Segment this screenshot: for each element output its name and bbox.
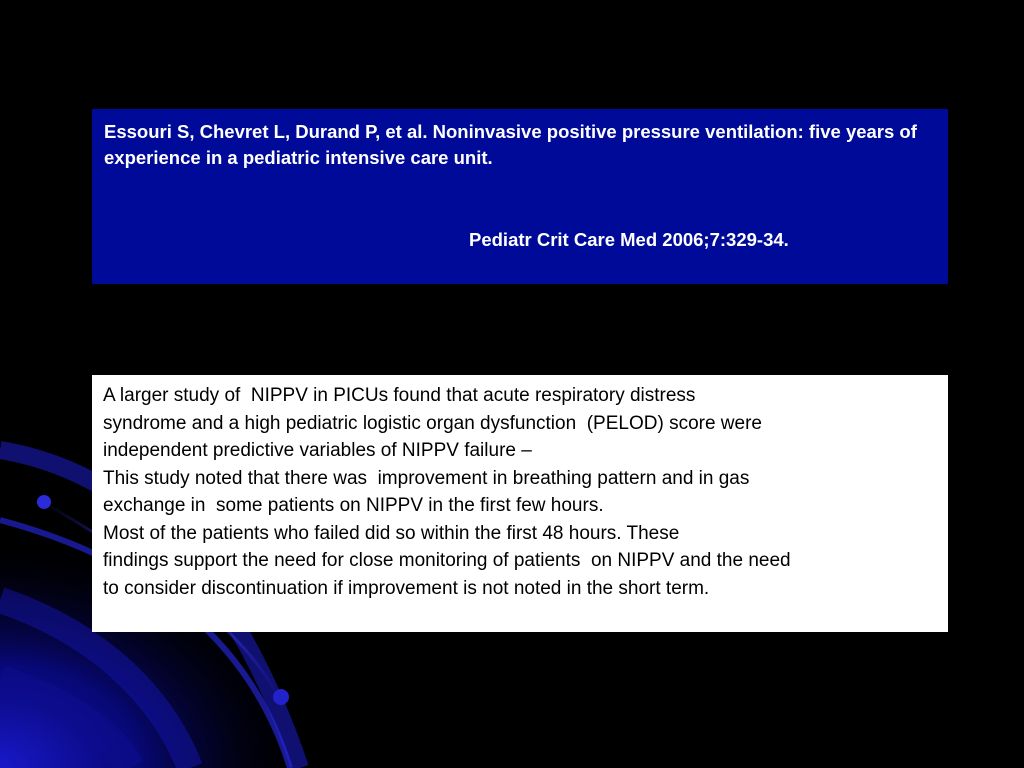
summary-box (92, 375, 948, 632)
summary-line: A larger study of NIPPV in PICUs found that acute respiratory distress (103, 385, 696, 406)
citation-journal: Pediatr Crit Care Med 2006;7:329-34. (469, 229, 789, 250)
summary-line: exchange in some patients on NIPPV in the first few hours. (103, 495, 604, 516)
summary-line: syndrome and a high pediatric logistic organ dysfunction (PELOD) score were (103, 412, 762, 434)
summary-line: findings support the need for close monitoring of patients on NIPPV and the need (103, 550, 791, 571)
citation-box (92, 109, 948, 284)
accent-dot-1 (37, 495, 51, 509)
summary-line: independent predictive variables of NIPPV failure – (103, 440, 532, 461)
summary-line: to consider discontinuation if improvement is not noted in the short term. (103, 577, 710, 599)
summary-line: This study noted that there was improvement in breathing pattern and in gas (103, 467, 750, 489)
accent-dot-2 (273, 689, 289, 705)
citation-text: Essouri S, Chevret L, Durand P, et al. Noninvasive positive pressure ventilation: five years of experience in a pediatric intensive care unit. (104, 121, 917, 168)
summary-line: Most of the patients who failed did so within the first 48 hours. These (103, 522, 680, 544)
